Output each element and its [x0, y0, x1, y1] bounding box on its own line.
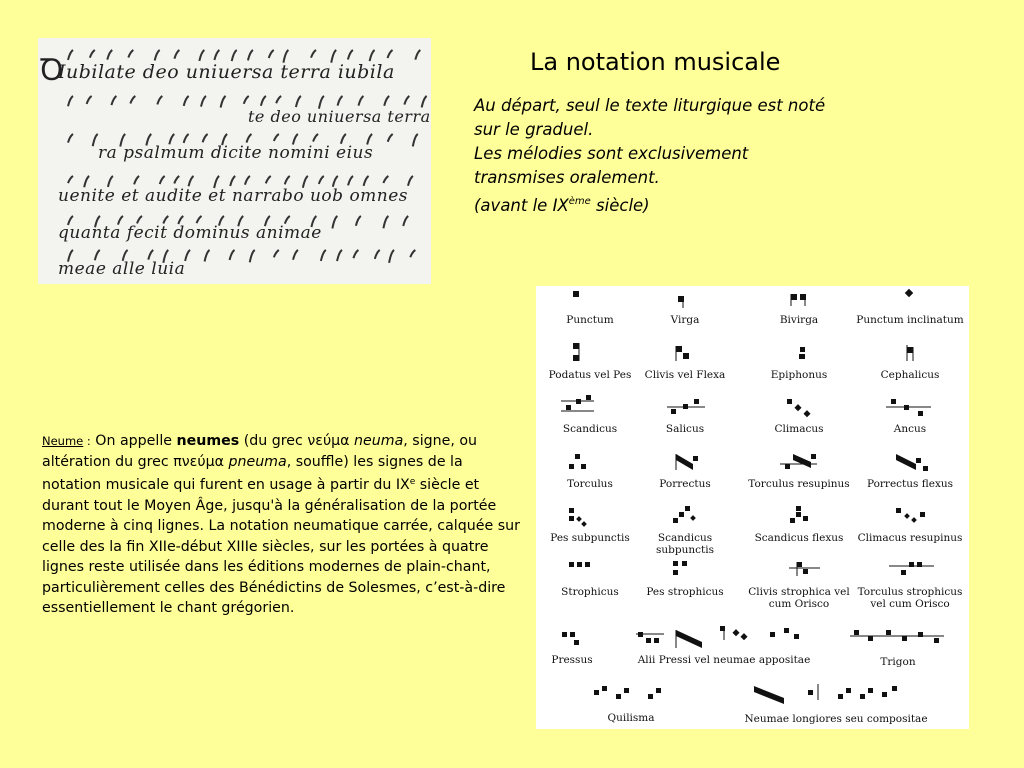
neume-label: Porrectus flexus	[866, 478, 954, 490]
manuscript-line: uenite et audite et narrabo uob omnes	[58, 186, 409, 206]
neume-cell-pes-strophicus	[631, 558, 739, 614]
neume-square	[886, 630, 891, 635]
neume-mark	[348, 176, 353, 185]
neume-square	[891, 399, 896, 404]
neume-glyph-svg	[536, 450, 644, 478]
neume-square	[673, 561, 678, 566]
neume-square	[918, 632, 923, 637]
neume-glyph-svg	[856, 450, 964, 478]
neume-square	[882, 692, 887, 697]
neume-stroke	[793, 454, 811, 468]
neume-mark	[404, 96, 409, 105]
neume-mark	[321, 250, 326, 261]
definition-text: (du grec	[239, 433, 308, 449]
neume-square	[654, 638, 659, 643]
definition-text: siècle et durant tout le Moyen Âge, jusqu'à la généralisation de la portée moderne à cinq lignes. La notation neumatique carrée, calquée sur celle des la fin XIIe-début XIIIe siècles, sur les portées à quatre lignes reste utilisée dans les éditions modernes de plain-chant, particulièrement celles des Bénédictins de Solesmes, c’est-à-dire essentiellement le chant grégorien.	[42, 477, 520, 616]
neume-square	[868, 688, 873, 693]
neume-square	[693, 456, 698, 461]
neume-mark	[250, 250, 255, 262]
neume-mark	[388, 134, 393, 142]
neume-label: Torculus	[567, 478, 613, 490]
neume-label: Pes subpunctis	[550, 532, 630, 544]
intro-text	[474, 94, 894, 218]
neume-mark	[332, 216, 337, 228]
neume-chart	[536, 286, 969, 729]
neume-square	[576, 399, 581, 404]
definition-text: , souffle) les signes de la notation musicale qui furent en usage à partir du IX	[42, 453, 463, 493]
neume-mark	[203, 134, 208, 142]
neume-square	[573, 355, 579, 361]
neume-mark	[415, 50, 420, 60]
neume-mark	[311, 50, 316, 58]
neume-label-alii-pressi: Alii Pressi vel neumae appositae	[637, 654, 811, 666]
neume-glyph-svg	[745, 558, 853, 586]
neume-stroke	[676, 454, 693, 470]
intro-line: transmises oralement.	[474, 168, 660, 187]
neume-cell-porrectus	[631, 450, 739, 506]
definition-bold: neumes	[176, 433, 240, 449]
neume-square	[646, 638, 651, 643]
neume-glyph-svg	[536, 286, 644, 314]
neume-square	[838, 694, 843, 699]
neume-square	[799, 354, 805, 359]
neume-glyph-svg	[745, 395, 853, 423]
neume-mark	[266, 176, 271, 183]
intro-line: Au départ, seul le texte liturgique est noté	[474, 96, 826, 115]
neume-glyph-svg	[856, 395, 964, 423]
neume-square	[790, 518, 795, 523]
neume-label: Torculus strophicus vel cum Orisco	[857, 586, 963, 610]
neume-cell-torculus	[536, 450, 644, 506]
neume-cell-scandicus-subpunctis	[631, 504, 739, 560]
neume-square	[694, 399, 699, 404]
neume-mark	[274, 134, 279, 141]
neume-label: Climacus resupinus	[857, 532, 963, 544]
neume-cell-bivirga	[745, 286, 853, 342]
neume-square	[616, 694, 621, 699]
neume-glyph-svg	[536, 395, 644, 423]
intro-line: sur le graduel.	[474, 120, 594, 139]
neume-mark	[199, 50, 204, 61]
neume-square	[683, 353, 689, 359]
neume-label: Climacus	[774, 423, 824, 435]
neume-square	[575, 454, 580, 459]
neume-mark	[134, 176, 139, 184]
neume-label: Virga	[670, 314, 700, 326]
neume-square	[562, 632, 567, 637]
intro-text-part: (avant le IX	[474, 196, 569, 215]
neume-mark	[261, 96, 266, 106]
neume-label: Neume	[42, 434, 84, 448]
neume-square	[803, 516, 808, 521]
neume-glyph-svg	[536, 558, 644, 586]
neume-square	[656, 688, 661, 693]
neume-mark	[358, 96, 363, 106]
neume-diamond	[732, 629, 739, 636]
neume-mark	[269, 50, 274, 58]
neume-mark	[388, 50, 393, 58]
initial-letter: Ꝺ	[40, 53, 64, 88]
neume-square	[808, 690, 813, 695]
neume-mark	[276, 96, 281, 103]
neume-square	[920, 512, 925, 517]
neume-mark	[375, 250, 380, 259]
intro-sup: ème	[568, 196, 591, 207]
neume-glyph-svg	[745, 504, 853, 532]
neume-square	[923, 466, 928, 471]
neume-cell-cephalicus	[856, 341, 964, 397]
neume-glyph-svg	[856, 504, 964, 532]
neume-square	[934, 638, 939, 643]
neume-square	[909, 562, 914, 567]
neume-glyph-svg	[856, 286, 964, 314]
neume-square	[569, 508, 574, 513]
neume-mark	[189, 176, 194, 186]
neume-cell-salicus	[631, 395, 739, 451]
neume-mark	[93, 134, 98, 146]
neume-mark	[246, 134, 251, 143]
neume-mark	[68, 134, 73, 143]
neume-glyph-svg	[745, 341, 853, 369]
neume-square	[679, 512, 684, 517]
neume-label: Epiphonus	[770, 369, 828, 381]
neume-glyph-svg	[631, 450, 739, 478]
neume-label: Porrectus	[659, 478, 711, 490]
neume-mark	[128, 50, 133, 57]
neume-mark	[384, 96, 389, 106]
neume-mark	[155, 50, 160, 61]
neume-cell-porrectus-flexus	[856, 450, 964, 506]
neume-mark	[356, 216, 361, 226]
neume-label: Strophicus	[561, 586, 619, 598]
neume-glyph-svg	[856, 341, 964, 369]
neume-label-trigon: Trigon	[880, 656, 916, 668]
neume-mark	[337, 250, 342, 261]
neume-mark	[68, 50, 73, 60]
neume-diamond	[740, 633, 747, 640]
neume-square	[811, 454, 816, 459]
neume-mark	[248, 50, 253, 60]
manuscript-line: meae alle luia	[58, 259, 186, 279]
neume-square	[904, 405, 909, 410]
neume-mark	[201, 96, 206, 107]
neume-label: Clivis vel Flexa	[644, 369, 726, 381]
neume-label: Scandicus subpunctis	[656, 532, 714, 556]
neume-label: Clivis strophica vel cum Orisco	[748, 586, 850, 610]
neume-stroke	[896, 454, 916, 470]
neume-mark	[285, 176, 290, 184]
neume-mark	[68, 176, 73, 183]
definition-text: , signe, ou altération du grec	[42, 433, 478, 470]
neume-square	[638, 632, 643, 637]
neume-square	[569, 516, 574, 521]
neume-square	[896, 508, 901, 513]
intro-line	[474, 190, 894, 218]
neume-square	[860, 694, 865, 699]
neume-mark	[410, 250, 415, 257]
neume-label: Torculus resupinus	[748, 478, 850, 490]
neume-mark	[413, 134, 418, 146]
neume-glyph-svg	[536, 504, 644, 532]
neume-cell-scandicus-flexus	[745, 504, 853, 560]
neume-glyph-svg	[536, 341, 644, 369]
neume-label: Punctum inclinatum	[856, 314, 964, 326]
neume-mark	[245, 176, 250, 185]
neume-label: Ancus	[893, 423, 927, 435]
neume-square	[602, 686, 607, 691]
neume-square	[570, 632, 575, 637]
neume-square	[803, 569, 808, 574]
intro-text-part: siècle)	[590, 196, 650, 215]
neume-mark	[408, 176, 413, 186]
neume-cell-climacus	[745, 395, 853, 451]
neume-square	[586, 395, 591, 400]
page-title: La notation musicale	[530, 48, 781, 76]
neume-square	[917, 562, 922, 567]
neume-mark	[184, 96, 189, 106]
manuscript-line: Iubilate deo uniuersa terra iubila	[58, 61, 395, 83]
neume-mark	[160, 176, 165, 184]
neume-square	[794, 634, 799, 639]
neume-square	[902, 636, 907, 641]
neume-square	[918, 411, 923, 416]
neume-cell-strophicus	[536, 558, 644, 614]
neume-square	[907, 347, 913, 353]
neume-mark	[230, 250, 235, 260]
neume-label: Pes strophicus	[646, 586, 724, 598]
neume-mark	[214, 50, 219, 60]
neume-square	[916, 458, 921, 463]
neume-diamond	[803, 410, 810, 417]
definition-latin: pneuma	[228, 453, 287, 470]
neume-square	[797, 562, 802, 567]
neume-diamond	[794, 404, 801, 411]
neume-label-longiores: Neumae longiores seu compositae	[744, 713, 928, 725]
manuscript-drawing	[38, 38, 431, 284]
definition-latin: neuma	[354, 433, 404, 449]
neume-cell-torculus-resupinus	[745, 450, 853, 506]
neume-square	[574, 640, 579, 645]
manuscript-image	[38, 38, 431, 284]
neume-glyph-svg	[631, 504, 739, 532]
neume-mark	[68, 96, 73, 106]
neume-cell-torculus-strophicus	[856, 558, 964, 614]
neume-square	[594, 690, 599, 695]
neume-mark	[293, 250, 298, 260]
neume-label: Scandicus	[562, 423, 618, 435]
neume-glyph-svg	[631, 558, 739, 586]
neume-mark	[174, 50, 179, 59]
neume-cell-ancus	[856, 395, 964, 451]
neume-mark	[383, 216, 388, 228]
neume-mark	[157, 96, 162, 104]
neume-square	[624, 688, 629, 693]
neume-square	[796, 512, 801, 517]
neume-cell-epiphonus	[745, 341, 853, 397]
neume-square	[683, 404, 688, 409]
neume-mark	[107, 50, 112, 60]
neume-diamond	[690, 515, 696, 521]
neume-mark	[370, 50, 375, 61]
neume-mark	[130, 96, 135, 103]
neume-mark	[296, 96, 301, 107]
neume-square	[581, 464, 586, 469]
neume-mark	[230, 176, 235, 186]
neume-square	[784, 628, 789, 633]
neume-cell-clivis	[631, 341, 739, 397]
neume-glyph-svg	[856, 558, 964, 586]
neume-mark	[353, 250, 358, 258]
neume-square	[566, 405, 571, 410]
definition-sup: e	[409, 477, 416, 487]
neume-stroke	[754, 686, 784, 704]
neume-mark	[185, 250, 190, 261]
neume-mark	[319, 176, 324, 184]
intro-line: Les mélodies sont exclusivement	[474, 144, 749, 163]
neume-label: Salicus	[665, 423, 705, 435]
neume-mark	[111, 96, 116, 105]
neume-cell-punctum-inclinatum	[856, 286, 964, 342]
neume-mark	[422, 96, 427, 107]
neume-mark	[274, 250, 279, 257]
neume-diamond	[581, 521, 587, 527]
neume-glyph-svg	[745, 450, 853, 478]
neume-square	[673, 570, 678, 575]
neume-mark	[232, 50, 237, 61]
neume-square	[796, 506, 801, 511]
neume-label: Punctum	[566, 314, 614, 326]
neume-label-pressus: Pressus	[551, 654, 593, 666]
definition-colon: :	[83, 434, 91, 448]
neume-cell-scandicus	[536, 395, 644, 451]
neume-glyph-svg	[745, 286, 853, 314]
neume-square	[791, 294, 797, 300]
neume-square	[800, 347, 805, 352]
neume-mark	[244, 96, 249, 104]
definition-greek: νεύμα	[307, 433, 350, 449]
neume-label: Scandicus flexus	[754, 532, 844, 544]
neume-square	[577, 562, 582, 567]
neume-mark	[364, 176, 369, 186]
neume-mark	[403, 216, 408, 226]
neume-square	[682, 561, 687, 566]
neume-square	[846, 688, 851, 693]
neume-mark	[221, 96, 226, 108]
neume-square	[569, 464, 574, 469]
neume-stroke	[676, 630, 702, 648]
neume-square	[785, 464, 790, 469]
neume-square	[854, 630, 859, 635]
manuscript-line: ra psalmum dicite nomini eius	[98, 143, 374, 163]
neume-square	[573, 343, 579, 349]
neume-mark	[90, 50, 95, 58]
neume-label-quilisma: Quilisma	[607, 712, 655, 724]
neume-square	[569, 562, 574, 567]
neume-square	[892, 686, 897, 691]
neume-square	[770, 632, 775, 637]
neume-square	[901, 570, 906, 575]
neume-glyph-svg	[631, 395, 739, 423]
definition-greek: πνεύμα	[173, 453, 224, 470]
neume-square	[676, 346, 682, 352]
neume-group-glyphs-row2	[536, 682, 969, 712]
neume-definition	[42, 431, 522, 619]
neume-square	[787, 399, 792, 404]
neume-mark	[205, 250, 210, 262]
neume-label: Podatus vel Pes	[548, 369, 632, 381]
neume-cell-podatus	[536, 341, 644, 397]
neume-cell-punctum	[536, 286, 644, 342]
neume-mark	[313, 134, 318, 142]
neume-diamond	[576, 516, 582, 522]
manuscript-line: quanta fecit dominus animae	[58, 223, 322, 243]
neume-square	[685, 506, 690, 511]
neume-glyph-svg	[631, 286, 739, 314]
neume-square	[671, 409, 676, 414]
neume-square	[648, 694, 653, 699]
neume-mark	[174, 176, 179, 183]
neume-mark	[383, 176, 388, 183]
neume-square	[585, 562, 590, 567]
neume-square	[573, 291, 579, 297]
neume-square	[868, 636, 873, 641]
manuscript-line: te deo uniuersa terra	[248, 107, 431, 126]
neume-mark	[348, 50, 353, 60]
neume-diamond	[911, 517, 917, 523]
neume-mark	[389, 250, 394, 263]
neume-cell-climacus-resupinus	[856, 504, 964, 560]
neume-mark	[87, 96, 92, 104]
neume-square	[673, 518, 678, 523]
neume-diamond	[905, 289, 913, 297]
neume-cell-pes-subpunctis	[536, 504, 644, 560]
neume-cell-clivis-strophica	[745, 558, 853, 614]
neume-glyph-svg	[631, 341, 739, 369]
neume-mark	[184, 134, 189, 143]
neume-diamond	[904, 513, 910, 519]
neume-mark	[338, 96, 343, 106]
neume-label: Bivirga	[779, 314, 819, 326]
neume-label: Cephalicus	[880, 369, 940, 381]
neume-cell-virga	[631, 286, 739, 342]
definition-text: On appelle	[90, 433, 177, 449]
